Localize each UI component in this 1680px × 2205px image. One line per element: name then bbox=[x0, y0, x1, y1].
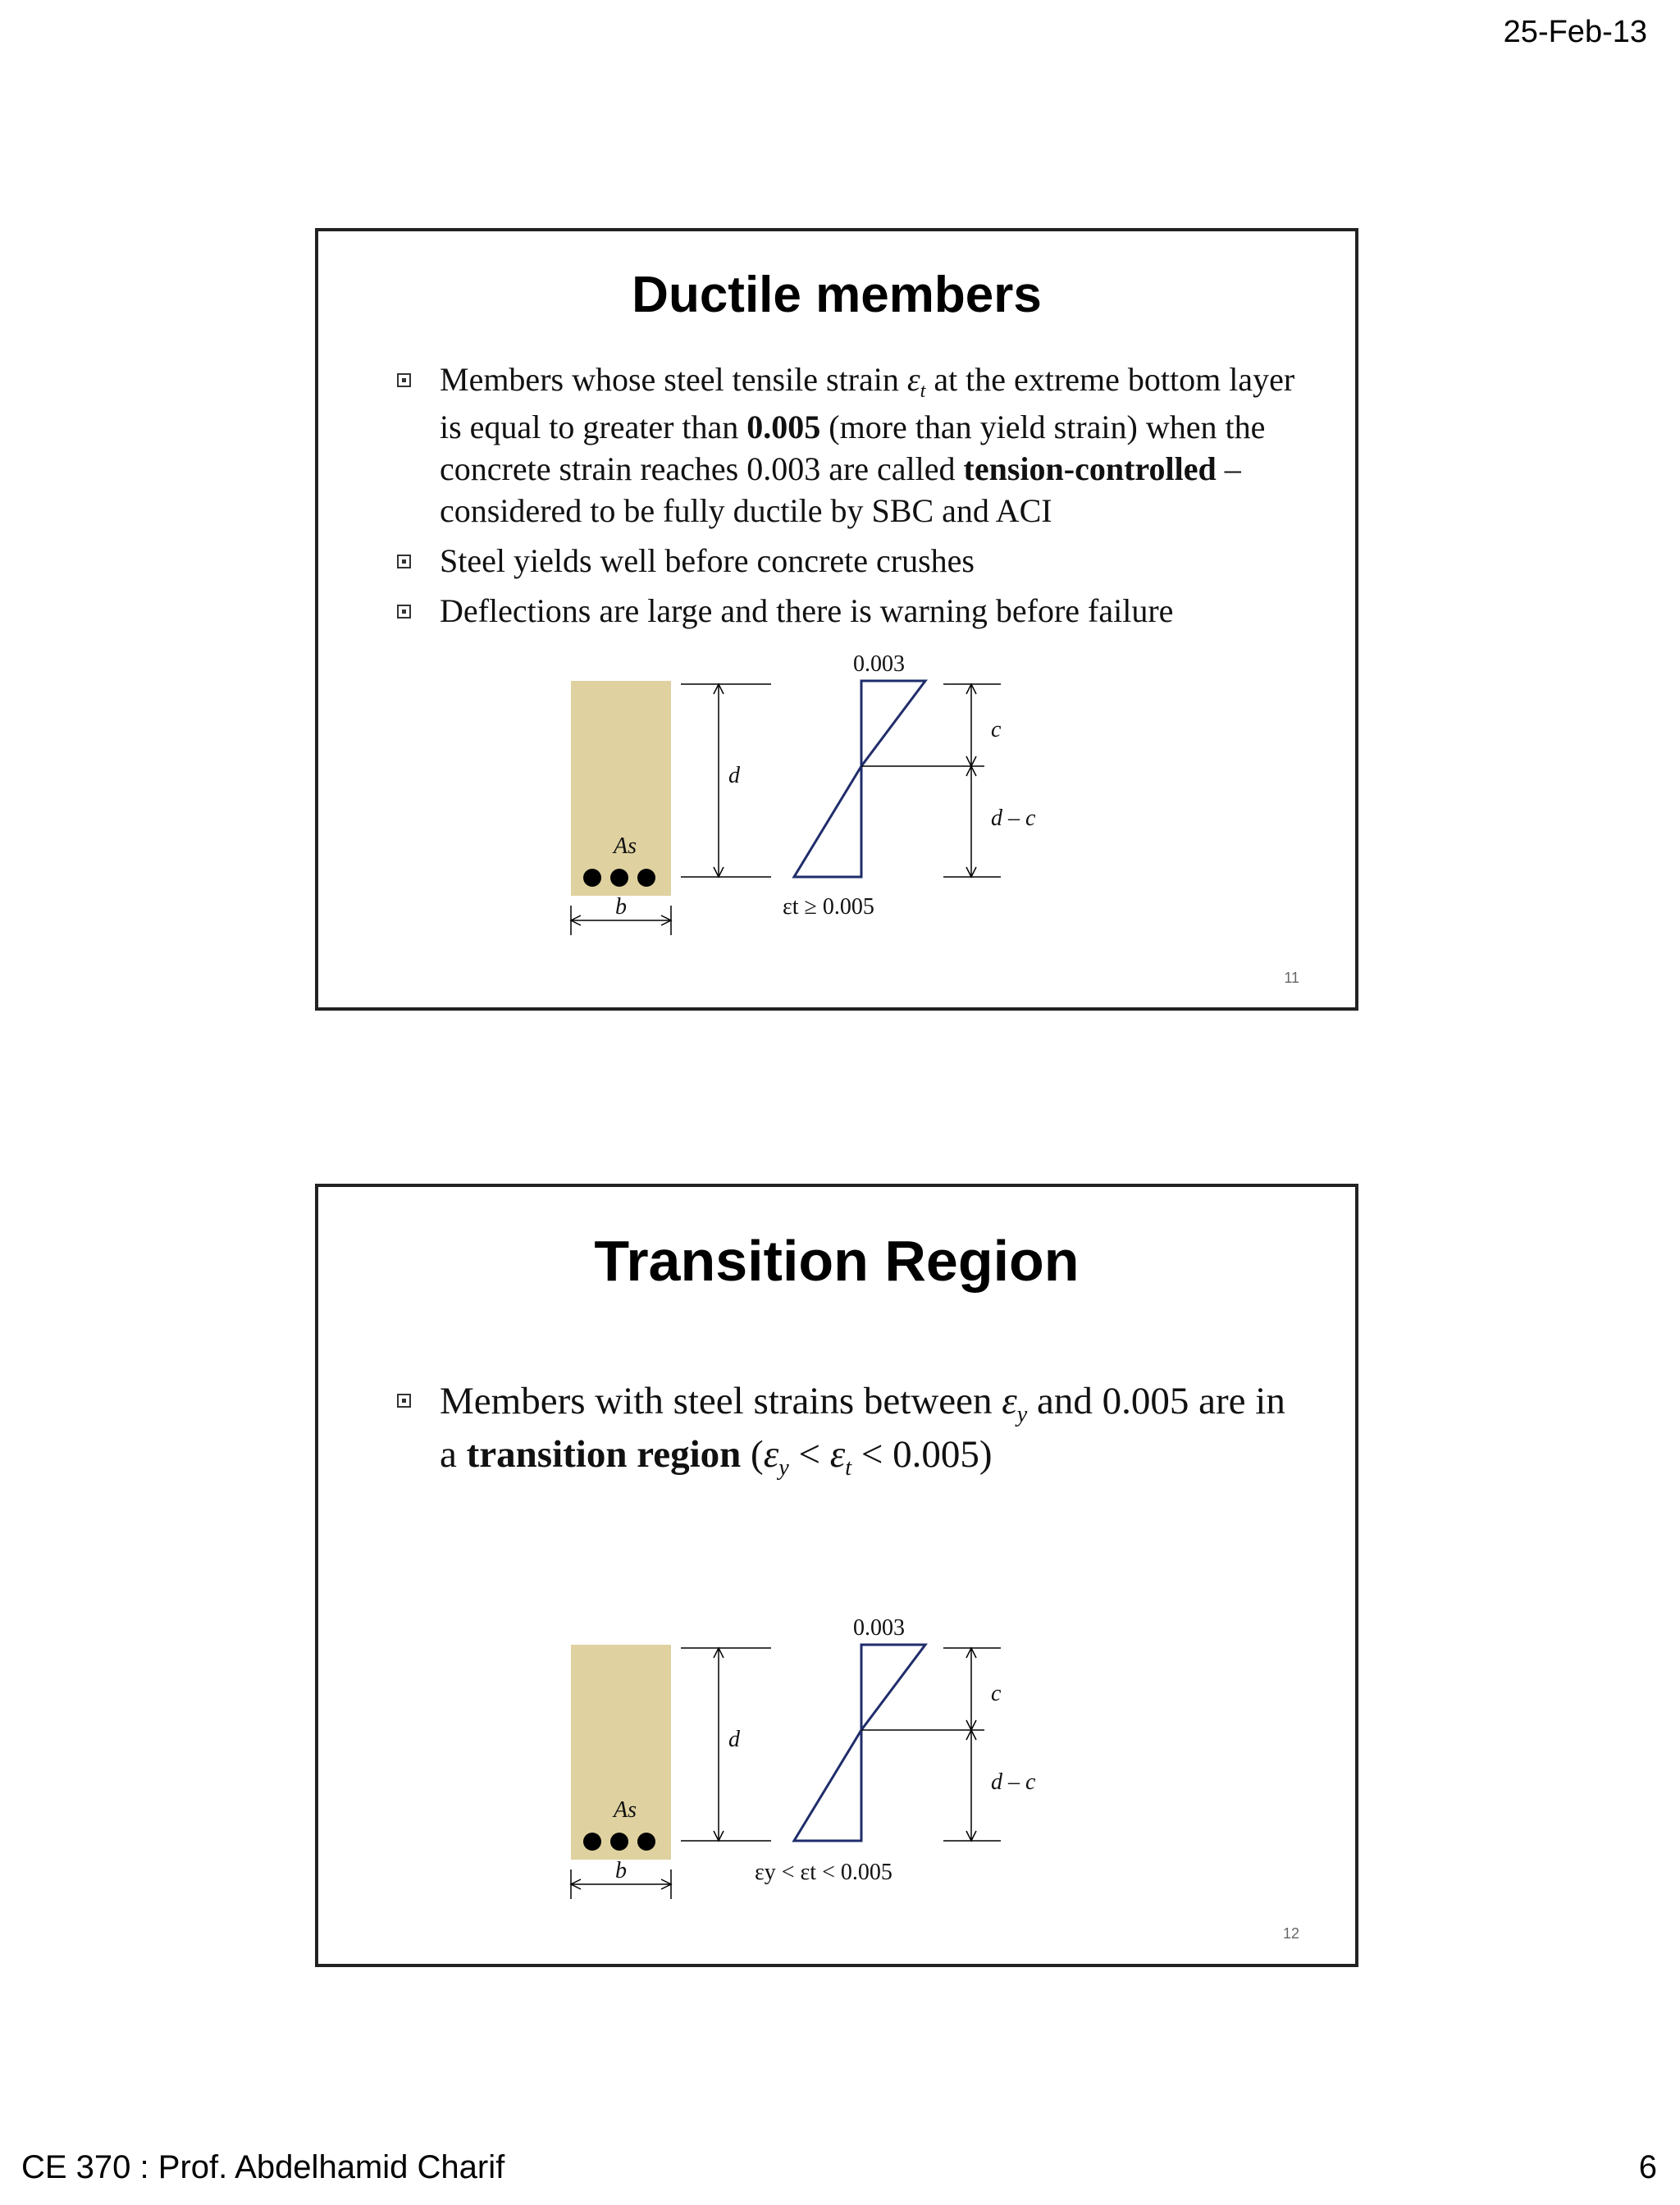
bullet-box-icon bbox=[397, 605, 411, 619]
strain-diagram bbox=[318, 1605, 1355, 1950]
slide-transition-region bbox=[315, 1184, 1358, 1967]
text: < 0.005) bbox=[851, 1433, 993, 1476]
label-c: c bbox=[991, 1681, 1002, 1706]
subscript: y bbox=[778, 1454, 789, 1481]
subscript: t bbox=[845, 1454, 852, 1481]
label-bottom-strain: εy < εt < 0.005 bbox=[755, 1860, 892, 1885]
bullet-item bbox=[397, 590, 1308, 632]
slide-number: 11 bbox=[1284, 970, 1299, 986]
rebar bbox=[610, 869, 628, 887]
label-As: As bbox=[614, 1797, 637, 1823]
footer-course: CE 370 : Prof. Abdelhamid Charif bbox=[21, 2149, 505, 2185]
label-top-strain: 0.003 bbox=[853, 651, 905, 677]
rebar bbox=[583, 869, 601, 887]
epsilon-symbol: ε bbox=[1002, 1380, 1017, 1422]
text: Members with steel strains between bbox=[440, 1380, 1002, 1422]
subscript: t bbox=[920, 381, 926, 403]
slide-title: Ductile members bbox=[632, 267, 1042, 323]
epsilon-symbol: ε bbox=[763, 1433, 779, 1476]
footer-page-number: 6 bbox=[1638, 2149, 1657, 2185]
bullet-list bbox=[397, 358, 1308, 640]
subscript: y bbox=[1016, 1401, 1028, 1427]
text: ( bbox=[741, 1433, 764, 1476]
text: – considered to be fully ductile by SBC and ACI bbox=[440, 450, 1241, 529]
text: (more than yield strain) when the concrete strain reaches 0.003 are called bbox=[440, 409, 1266, 487]
beam-section bbox=[571, 1645, 671, 1860]
bullet-item bbox=[397, 540, 1308, 582]
bold-text: 0.005 bbox=[746, 409, 821, 445]
label-d-minus-c: d – c bbox=[991, 806, 1036, 831]
bullet-item bbox=[397, 1377, 1308, 1484]
bullet-item bbox=[397, 358, 1308, 532]
label-b: b bbox=[615, 1858, 627, 1883]
strain-diagram bbox=[318, 641, 1355, 986]
label-c: c bbox=[991, 717, 1002, 742]
bold-text: transition region bbox=[466, 1433, 742, 1476]
slide-number: 12 bbox=[1282, 1925, 1299, 1942]
label-b: b bbox=[615, 894, 627, 920]
label-As: As bbox=[614, 833, 637, 859]
label-d-minus-c: d – c bbox=[991, 1769, 1036, 1795]
epsilon-symbol: ε bbox=[906, 361, 920, 398]
label-top-strain: 0.003 bbox=[853, 1615, 905, 1641]
rebar bbox=[583, 1833, 601, 1851]
bullet-box-icon bbox=[397, 555, 411, 568]
text: Deflections are large and there is warning before failure bbox=[440, 592, 1174, 629]
slide-title: Transition Region bbox=[594, 1229, 1080, 1293]
label-bottom-strain: εt ≥ 0.005 bbox=[783, 894, 874, 920]
rebar bbox=[637, 1833, 655, 1851]
epsilon-symbol: ε bbox=[829, 1433, 846, 1476]
text: < bbox=[788, 1433, 830, 1476]
rebar bbox=[610, 1833, 628, 1851]
slide-ductile-members bbox=[315, 228, 1358, 1011]
text: Members whose steel tensile strain bbox=[440, 361, 907, 398]
header-date: 25-Feb-13 bbox=[1503, 15, 1647, 49]
bullet-box-icon bbox=[397, 1394, 411, 1408]
compression-strain-triangle bbox=[861, 1645, 925, 1730]
label-d: d bbox=[728, 763, 740, 788]
beam-section bbox=[571, 681, 671, 896]
rebar bbox=[637, 869, 655, 887]
compression-strain-triangle bbox=[861, 681, 925, 766]
text: Steel yields well before concrete crushes bbox=[440, 542, 975, 579]
bullet-list bbox=[397, 1377, 1308, 1484]
bold-text: tension-controlled bbox=[963, 450, 1217, 487]
bullet-box-icon bbox=[397, 373, 411, 387]
tension-strain-triangle bbox=[794, 766, 861, 877]
text: and 0.005 are in a bbox=[440, 1380, 1285, 1476]
text: at the extreme bottom layer is equal to greater than bbox=[440, 361, 1295, 445]
label-d: d bbox=[728, 1727, 740, 1752]
tension-strain-triangle bbox=[794, 1730, 861, 1841]
